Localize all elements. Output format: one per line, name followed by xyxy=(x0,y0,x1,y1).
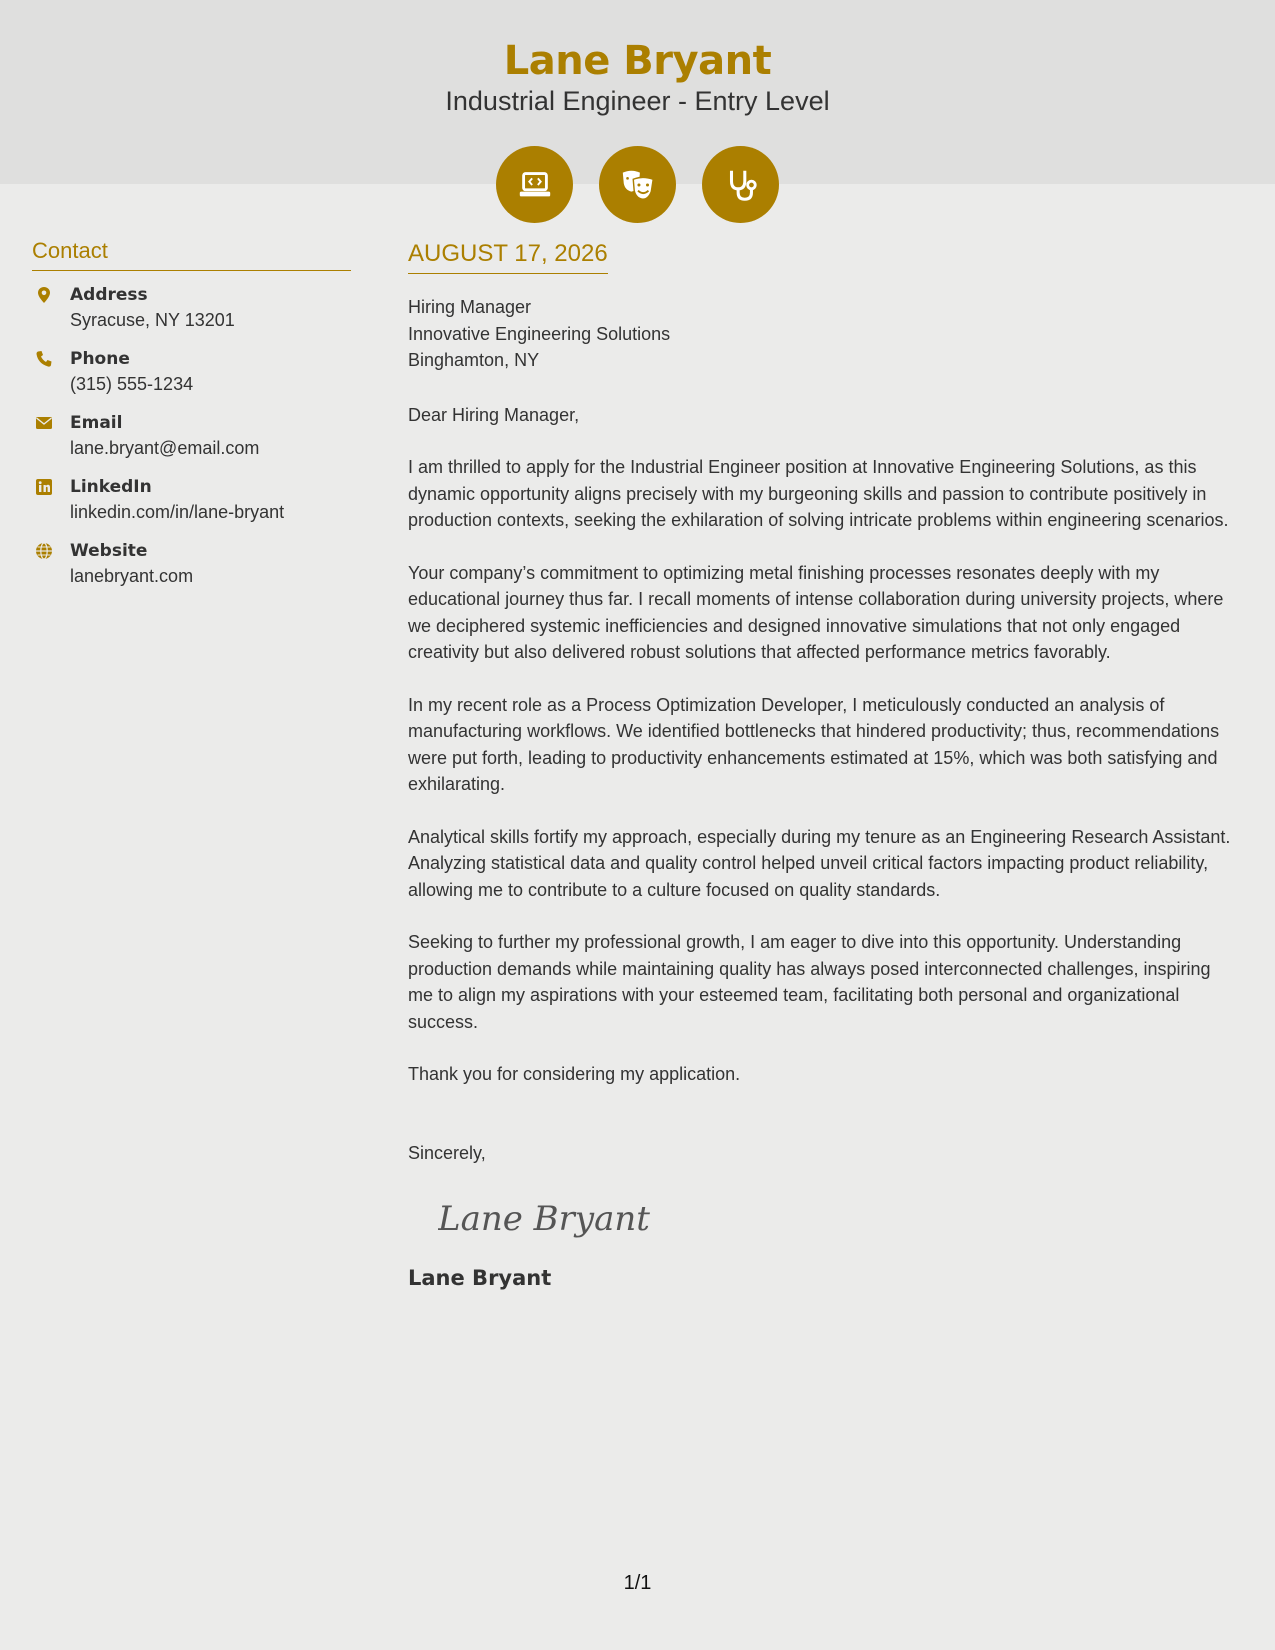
contact-heading: Contact xyxy=(32,238,351,271)
email-value[interactable]: lane.bryant@email.com xyxy=(70,438,260,458)
signature-text: Lane Bryant xyxy=(438,1199,650,1239)
recipient-name: Hiring Manager xyxy=(408,297,532,317)
globe-icon xyxy=(35,542,53,560)
email-label: Email xyxy=(70,413,123,433)
stethoscope-icon xyxy=(702,146,779,223)
letter-date: AUGUST 17, 2026 xyxy=(408,240,608,274)
recipient-block xyxy=(408,294,1238,374)
letter-body xyxy=(408,240,1238,1290)
header-icons xyxy=(496,146,780,223)
salutation: Dear Hiring Manager, xyxy=(408,404,580,425)
envelope-icon xyxy=(35,414,53,432)
linkedin-icon xyxy=(35,478,53,496)
phone-icon xyxy=(35,350,53,368)
contact-sidebar xyxy=(32,238,351,603)
linkedin-label: LinkedIn xyxy=(70,477,152,497)
paragraph-3: In my recent role as a Process Optimization Developer, I meticulously conducted an analysis of manufacturing workflows. We identified bottlenecks that hindered productivity; thus, recommendations were put forth, leading to productivity enhancements estimated at 15%, which was both satisfying and exhilarating. xyxy=(408,694,1220,794)
paragraph-4: Analytical skills fortify my approach, especially during my tenure as an Engineering Research Assistant. Analyzing statistical data and quality control helped unveil critical factors impacting product reliability, allowing me to contribute to a culture focused on quality standards. xyxy=(408,826,1231,900)
contact-address xyxy=(32,283,351,333)
contact-linkedin xyxy=(32,475,351,525)
website-label: Website xyxy=(70,541,148,561)
address-label: Address xyxy=(70,285,148,305)
laptop-code-icon xyxy=(496,146,573,223)
recipient-location: Binghamton, NY xyxy=(408,350,540,370)
paragraph-6: Thank you for considering my application. xyxy=(408,1064,741,1084)
applicant-title: Industrial Engineer - Entry Level xyxy=(445,86,830,116)
signer-name: Lane Bryant xyxy=(408,1266,552,1290)
linkedin-value[interactable]: linkedin.com/in/lane-bryant xyxy=(70,502,285,522)
phone-value: (315) 555-1234 xyxy=(70,374,194,394)
applicant-name: Lane Bryant xyxy=(503,38,772,84)
address-value: Syracuse, NY 13201 xyxy=(70,310,235,330)
contact-email xyxy=(32,411,351,461)
page-number: 1/1 xyxy=(623,1572,652,1594)
paragraph-1: I am thrilled to apply for the Industrial Engineer position at Innovative Engineering Solutions, as this dynamic opportunity aligns precisely with my burgeoning skills and passion to contribute positively in production contexts, seeking the exhilaration of solving intricate problems within engineering scenarios. xyxy=(408,457,1229,530)
closing: Sincerely, xyxy=(408,1142,486,1163)
paragraph-2: Your company’s commitment to optimizing metal finishing processes resonates deeply with my educational journey thus far. I recall moments of intense collaboration during university projects, where we deciphered systemic inefficiencies and designed innovative simulations that not only engaged creativity but also delivered robust solutions that affected performance metrics favorably. xyxy=(408,562,1224,662)
signature xyxy=(438,1188,1238,1248)
website-value[interactable]: lanebryant.com xyxy=(70,566,194,586)
masks-theater-icon xyxy=(599,146,676,223)
paragraph-5: Seeking to further my professional growth, I am eager to dive into this opportunity. Understanding production demands while maintaining quality has always posed interconnected challenges, inspiring me to align my aspirations with your esteemed team, facilitating both personal and organizational success. xyxy=(408,932,1211,1032)
recipient-company: Innovative Engineering Solutions xyxy=(408,323,671,344)
location-pin-icon xyxy=(35,286,53,304)
contact-phone xyxy=(32,347,351,397)
contact-website xyxy=(32,539,351,589)
phone-label: Phone xyxy=(70,349,130,369)
